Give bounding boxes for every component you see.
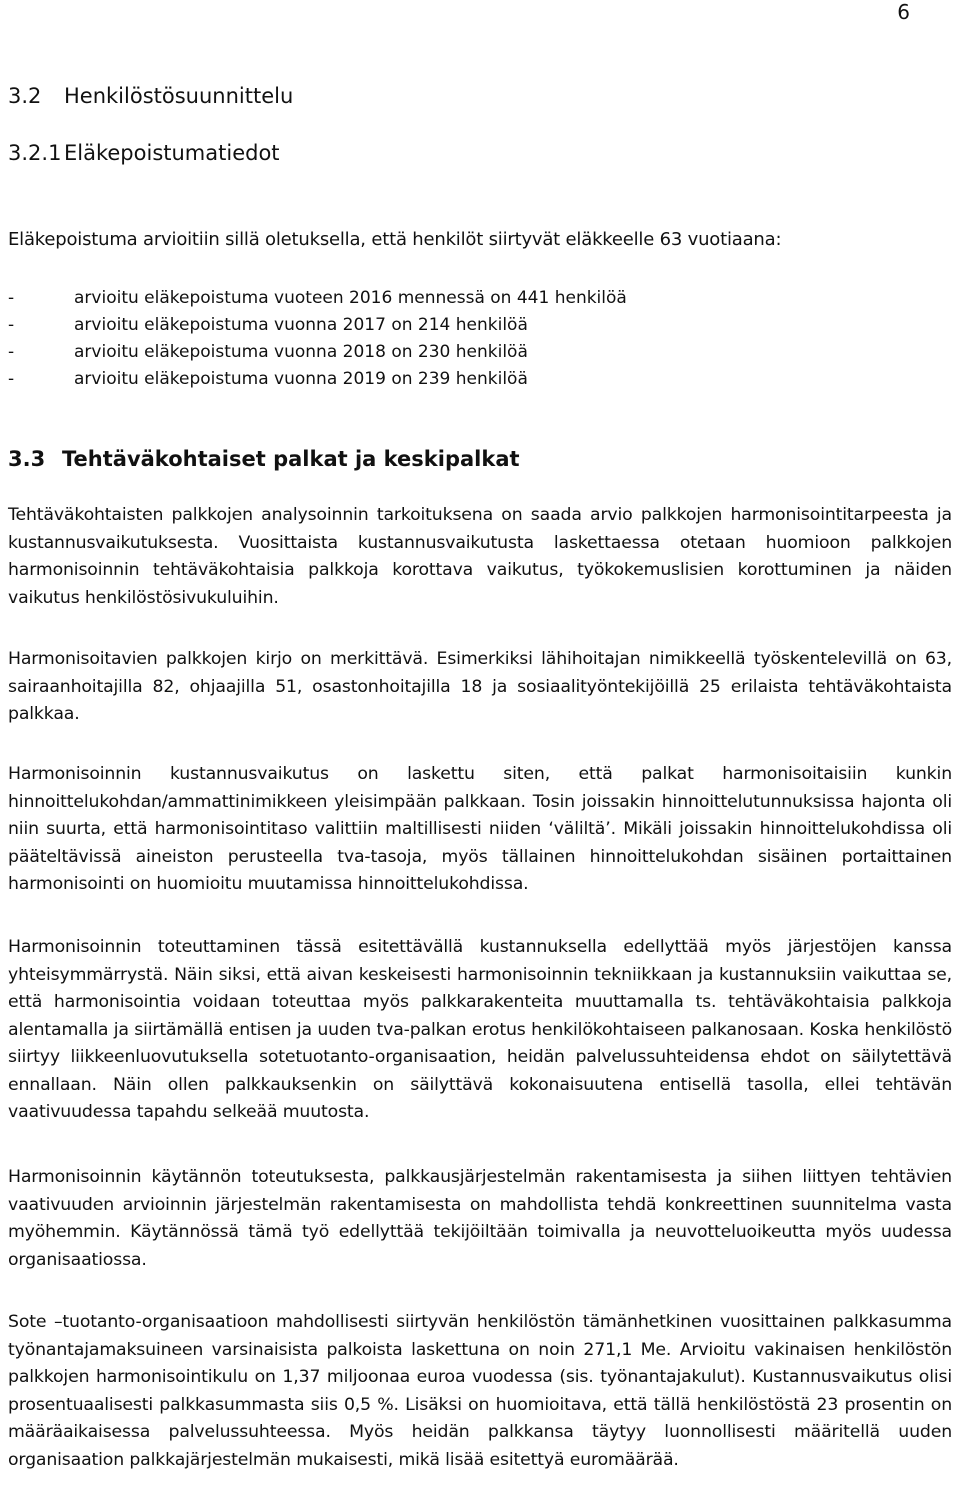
list-item bbox=[8, 366, 627, 393]
list-item-text: arvioitu eläkepoistuma vuoteen 2016 mennessä on 441 henkilöä bbox=[74, 288, 627, 308]
paragraph-payroll: Sote –tuotanto-organisaatioon mahdollisesti siirtyvän henkilöstön tämänhetkinen vuosittainen palkkasumma työnantajamaksuineen varsinaisista palkoista laskettuna on noin 271,1 Me. Arvioitu vakinaisen henkilöstön palkkojen harmonisointikulu on 1,37 miljoonaa euroa vuodessa (sis. työnantajakulut). Kustannusvaikutus olisi prosentuaalisesti palkkasummasta siis 0,5 %. Lisäksi on huomioitava, että tällä henkilöstöstä 23 prosentin on määräaikaisessa palvelussuhteessa. Myös heidän palkkansa täytyy luonnollisesti määritellä uuden organisaation palkkajärjestelmän mukaisesti, mikä lisää esitettyä euromäärää. bbox=[8, 1312, 952, 1470]
section-number: 3.2 bbox=[8, 84, 42, 108]
list-item-text: arvioitu eläkepoistuma vuonna 2018 on 230 henkilöä bbox=[74, 342, 528, 362]
page-number: 6 bbox=[897, 0, 910, 24]
subsection-title: Eläkepoistumatiedot bbox=[64, 141, 280, 165]
paragraph-range: Harmonisoitavien palkkojen kirjo on merkittävä. Esimerkiksi lähihoitajan nimikkeellä työskentelevillä on 63, sairaanhoitajilla 82, ohjaajilla 51, osastonhoitajilla 18 ja sosiaalityöntekijöillä 25 erilaista tehtäväkohtaista palkkaa. bbox=[8, 649, 952, 724]
subsection-number: 3.2.1 bbox=[8, 141, 62, 165]
paragraph-purpose: Tehtäväkohtaisten palkkojen analysoinnin tarkoituksena on saada arvio palkkojen harmonisointitarpeesta ja kustannusvaikutuksesta. Vuosittaista kustannusvaikutusta laskettaessa otetaan huomioon palkkojen harmonisoinnin tehtäväkohtaisia palkkoja korottava vaikutus, työkokemuslisien korottuminen ja näiden vaikutus henkilöstösivukuluihin. bbox=[8, 505, 952, 608]
section2-heading bbox=[8, 447, 520, 471]
retirement-list bbox=[8, 285, 627, 393]
section-title: Henkilöstösuunnittelu bbox=[64, 84, 294, 108]
section2-number: 3.3 bbox=[8, 447, 46, 471]
list-item bbox=[8, 339, 627, 366]
subsection-heading bbox=[8, 141, 280, 165]
section-heading bbox=[8, 84, 293, 108]
paragraph-calculation: Harmonisoinnin kustannusvaikutus on laskettu siten, että palkat harmonisoitaisiin kunkin hinnoittelukohdan/ammattinimikkeen yleisimpään palkkaan. Tosin joissakin hinnoittelutunnuksissa hajonta oli niin suurta, että harmonisointitaso valittiin maltillisesti niiden ‘väliltä’. Mikäli joissakin hinnoittelukohdissa oli pääteltävissä aineiston perusteella tva-tasoja, myös tällainen hinnoittelukohdan sisäinen portaittainen harmonisointi on huomioitu muutamissa hinnoittelukohdissa. bbox=[8, 764, 952, 894]
list-item-text: arvioitu eläkepoistuma vuonna 2017 on 214 henkilöä bbox=[74, 315, 528, 335]
paragraph-implementation: Harmonisoinnin käytännön toteutuksesta, palkkausjärjestelmän rakentamisesta ja siihen liittyen tehtävien vaativuuden arvioinnin järjestelmän rakentamisesta on mahdollista tehdä konkreettinen suunnitelma vasta myöhemmin. Käytännössä tämä työ edellyttää tekijöiltään toimivalla ja neuvotteluoikeutta myös uudessa organisaatiossa. bbox=[8, 1167, 952, 1270]
intro-paragraph: Eläkepoistuma arvioitiin sillä oletuksella, että henkilöt siirtyvät eläkkeelle 63 vuotiaana: bbox=[8, 229, 782, 250]
paragraph-agreement: Harmonisoinnin toteuttaminen tässä esitettävällä kustannuksella edellyttää myös järjestöjen kanssa yhteisymmärrystä. Näin siksi, että aivan keskeisesti harmonisoinnin tekniikkaan ja kustannuksiin vaikuttaa se, että harmonisointia voidaan toteuttaa myös palkkarakenteita muuttamalla ts. tehtäväkohtaisia palkkoja alentamalla ja siirtämällä entisen ja uuden tva-palkan erotus henkilökohtaiseen palkanosaan. Koska henkilöstö siirtyy liikkeenluovutuksella sotetuotanto-organisaation, heidän palvelussuhteidensa ehdot on säilytettävä ennallaan. Näin ollen palkkauksenkin on säilyttävä kokonaisuutena entisellä tasolla, ellei tehtävän vaativuudessa tapahdu selkeää muutosta. bbox=[8, 937, 952, 1122]
section2-title: Tehtäväkohtaiset palkat ja keskipalkat bbox=[62, 447, 520, 471]
list-dash: - bbox=[8, 342, 15, 362]
list-item bbox=[8, 312, 627, 339]
list-dash: - bbox=[8, 288, 15, 308]
list-dash: - bbox=[8, 315, 15, 335]
list-dash: - bbox=[8, 369, 15, 389]
list-item-text: arvioitu eläkepoistuma vuonna 2019 on 239 henkilöä bbox=[74, 369, 528, 389]
list-item bbox=[8, 285, 627, 312]
